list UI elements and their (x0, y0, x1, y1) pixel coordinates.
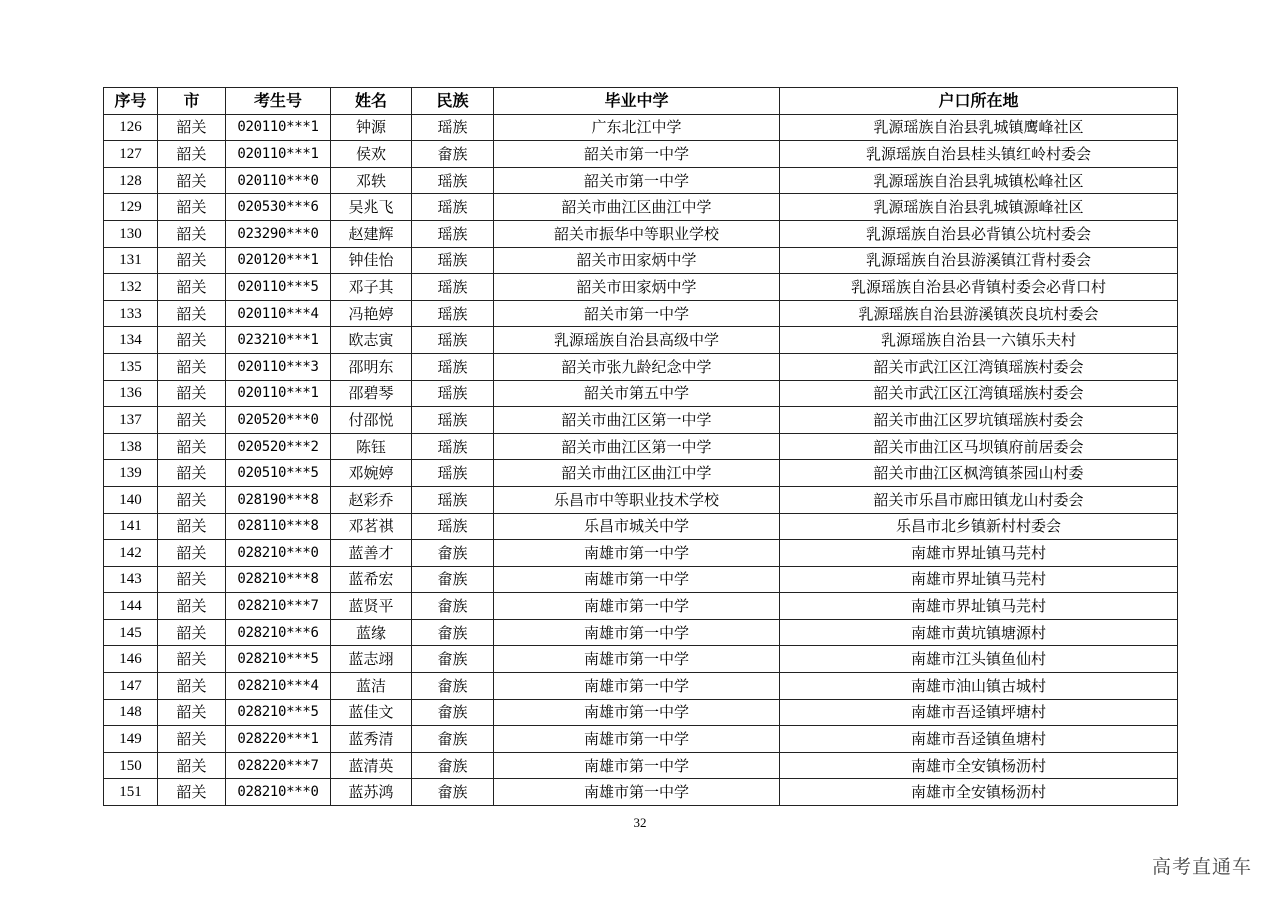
cell-school: 乐昌市中等职业技术学校 (494, 486, 780, 513)
table-row (104, 141, 1178, 168)
cell-seq: 144 (104, 593, 158, 620)
cell-seq: 145 (104, 619, 158, 646)
cell-exam-id: 028210***5 (226, 699, 331, 726)
cell-residence: 乳源瑶族自治县游溪镇茨良坑村委会 (780, 300, 1178, 327)
cell-seq: 128 (104, 167, 158, 194)
cell-seq: 146 (104, 646, 158, 673)
cell-name: 付邵悦 (331, 407, 412, 434)
table-row (104, 513, 1178, 540)
cell-school: 韶关市曲江区曲江中学 (494, 194, 780, 221)
table-body (104, 114, 1178, 805)
table-row (104, 566, 1178, 593)
cell-exam-id: 020110***1 (226, 141, 331, 168)
cell-school: 韶关市曲江区第一中学 (494, 407, 780, 434)
cell-city: 韶关 (158, 540, 226, 567)
table-row (104, 300, 1178, 327)
cell-exam-id: 020110***5 (226, 274, 331, 301)
cell-name: 邓子其 (331, 274, 412, 301)
cell-name: 蓝贤平 (331, 593, 412, 620)
cell-residence: 南雄市吾迳镇鱼塘村 (780, 726, 1178, 753)
cell-ethnicity: 畲族 (412, 646, 494, 673)
cell-city: 韶关 (158, 407, 226, 434)
cell-city: 韶关 (158, 220, 226, 247)
watermark-logo-text: 高考直通车 (1151, 856, 1252, 878)
cell-name: 钟佳怡 (331, 247, 412, 274)
cell-name: 蓝缘 (331, 619, 412, 646)
cell-school: 南雄市第一中学 (494, 566, 780, 593)
cell-name: 吴兆飞 (331, 194, 412, 221)
cell-name: 蓝佳文 (331, 699, 412, 726)
cell-name: 蓝清英 (331, 752, 412, 779)
cell-seq: 127 (104, 141, 158, 168)
cell-exam-id: 020110***4 (226, 300, 331, 327)
cell-city: 韶关 (158, 141, 226, 168)
cell-name: 赵建辉 (331, 220, 412, 247)
cell-residence: 韶关市武江区江湾镇瑶族村委会 (780, 353, 1178, 380)
table-header-row (104, 88, 1178, 115)
cell-seq: 130 (104, 220, 158, 247)
cell-seq: 139 (104, 460, 158, 487)
cell-residence: 南雄市江头镇鱼仙村 (780, 646, 1178, 673)
table-row (104, 167, 1178, 194)
cell-exam-id: 028210***6 (226, 619, 331, 646)
cell-seq: 132 (104, 274, 158, 301)
cell-ethnicity: 畲族 (412, 699, 494, 726)
cell-name: 蓝苏鸿 (331, 779, 412, 806)
table-row (104, 247, 1178, 274)
cell-exam-id: 028210***0 (226, 540, 331, 567)
cell-city: 韶关 (158, 380, 226, 407)
cell-seq: 151 (104, 779, 158, 806)
cell-residence: 乳源瑶族自治县必背镇村委会必背口村 (780, 274, 1178, 301)
cell-seq: 143 (104, 566, 158, 593)
cell-residence: 南雄市油山镇古城村 (780, 673, 1178, 700)
cell-exam-id: 020110***0 (226, 167, 331, 194)
cell-name: 邓婉婷 (331, 460, 412, 487)
header-seq: 序号 (104, 88, 158, 115)
cell-seq: 141 (104, 513, 158, 540)
cell-city: 韶关 (158, 433, 226, 460)
cell-residence: 南雄市全安镇杨沥村 (780, 752, 1178, 779)
cell-seq: 131 (104, 247, 158, 274)
cell-city: 韶关 (158, 486, 226, 513)
cell-city: 韶关 (158, 726, 226, 753)
cell-residence: 韶关市曲江区罗坑镇瑶族村委会 (780, 407, 1178, 434)
cell-seq: 138 (104, 433, 158, 460)
cell-residence: 南雄市界址镇马芫村 (780, 593, 1178, 620)
table-row (104, 353, 1178, 380)
cell-school: 南雄市第一中学 (494, 646, 780, 673)
table-row (104, 460, 1178, 487)
table-row (104, 726, 1178, 753)
cell-seq: 137 (104, 407, 158, 434)
table-row (104, 699, 1178, 726)
cell-ethnicity: 瑶族 (412, 380, 494, 407)
table-row (104, 220, 1178, 247)
table-row (104, 540, 1178, 567)
cell-ethnicity: 瑶族 (412, 460, 494, 487)
cell-ethnicity: 畲族 (412, 593, 494, 620)
cell-residence: 南雄市黄坑镇塘源村 (780, 619, 1178, 646)
cell-seq: 142 (104, 540, 158, 567)
header-school: 毕业中学 (494, 88, 780, 115)
table-row (104, 433, 1178, 460)
table-row (104, 486, 1178, 513)
cell-residence: 乳源瑶族自治县乳城镇松峰社区 (780, 167, 1178, 194)
cell-school: 南雄市第一中学 (494, 593, 780, 620)
cell-exam-id: 020510***5 (226, 460, 331, 487)
cell-seq: 147 (104, 673, 158, 700)
student-roster-table (103, 87, 1178, 806)
cell-name: 赵彩乔 (331, 486, 412, 513)
cell-city: 韶关 (158, 566, 226, 593)
cell-school: 韶关市第五中学 (494, 380, 780, 407)
cell-name: 蓝洁 (331, 673, 412, 700)
cell-city: 韶关 (158, 513, 226, 540)
cell-ethnicity: 瑶族 (412, 513, 494, 540)
cell-school: 南雄市第一中学 (494, 540, 780, 567)
cell-residence: 南雄市吾迳镇坪塘村 (780, 699, 1178, 726)
cell-exam-id: 023290***0 (226, 220, 331, 247)
cell-name: 蓝希宏 (331, 566, 412, 593)
table-row (104, 779, 1178, 806)
cell-city: 韶关 (158, 247, 226, 274)
cell-seq: 134 (104, 327, 158, 354)
cell-residence: 南雄市界址镇马芫村 (780, 566, 1178, 593)
cell-residence: 乳源瑶族自治县桂头镇红岭村委会 (780, 141, 1178, 168)
cell-city: 韶关 (158, 673, 226, 700)
cell-name: 侯欢 (331, 141, 412, 168)
cell-name: 邓轶 (331, 167, 412, 194)
cell-residence: 乳源瑶族自治县游溪镇江背村委会 (780, 247, 1178, 274)
cell-ethnicity: 瑶族 (412, 247, 494, 274)
cell-exam-id: 020110***1 (226, 380, 331, 407)
table-row (104, 646, 1178, 673)
cell-school: 韶关市曲江区曲江中学 (494, 460, 780, 487)
cell-ethnicity: 畲族 (412, 752, 494, 779)
cell-name: 蓝善才 (331, 540, 412, 567)
cell-city: 韶关 (158, 274, 226, 301)
cell-school: 韶关市第一中学 (494, 167, 780, 194)
cell-school: 韶关市第一中学 (494, 141, 780, 168)
cell-school: 南雄市第一中学 (494, 673, 780, 700)
cell-exam-id: 028220***7 (226, 752, 331, 779)
cell-exam-id: 028220***1 (226, 726, 331, 753)
cell-name: 蓝志翊 (331, 646, 412, 673)
cell-seq: 149 (104, 726, 158, 753)
table-row (104, 274, 1178, 301)
cell-city: 韶关 (158, 752, 226, 779)
cell-exam-id: 023210***1 (226, 327, 331, 354)
cell-name: 钟源 (331, 114, 412, 141)
cell-name: 欧志寅 (331, 327, 412, 354)
cell-ethnicity: 畲族 (412, 566, 494, 593)
cell-ethnicity: 畲族 (412, 540, 494, 567)
cell-residence: 乳源瑶族自治县一六镇乐夫村 (780, 327, 1178, 354)
cell-seq: 126 (104, 114, 158, 141)
cell-residence: 南雄市界址镇马芫村 (780, 540, 1178, 567)
cell-school: 韶关市田家炳中学 (494, 274, 780, 301)
cell-city: 韶关 (158, 167, 226, 194)
cell-school: 南雄市第一中学 (494, 752, 780, 779)
cell-exam-id: 020110***3 (226, 353, 331, 380)
cell-school: 南雄市第一中学 (494, 779, 780, 806)
header-name: 姓名 (331, 88, 412, 115)
cell-school: 韶关市振华中等职业学校 (494, 220, 780, 247)
cell-exam-id: 020530***6 (226, 194, 331, 221)
header-exam-id: 考生号 (226, 88, 331, 115)
header-residence: 户口所在地 (780, 88, 1178, 115)
cell-exam-id: 028190***8 (226, 486, 331, 513)
table-row (104, 593, 1178, 620)
cell-city: 韶关 (158, 194, 226, 221)
cell-residence: 韶关市曲江区枫湾镇茶园山村委 (780, 460, 1178, 487)
table-row (104, 114, 1178, 141)
cell-school: 广东北江中学 (494, 114, 780, 141)
cell-name: 蓝秀清 (331, 726, 412, 753)
cell-seq: 135 (104, 353, 158, 380)
table-row (104, 380, 1178, 407)
cell-ethnicity: 瑶族 (412, 407, 494, 434)
cell-residence: 韶关市曲江区马坝镇府前居委会 (780, 433, 1178, 460)
header-ethnicity: 民族 (412, 88, 494, 115)
cell-school: 乐昌市城关中学 (494, 513, 780, 540)
cell-exam-id: 028110***8 (226, 513, 331, 540)
cell-ethnicity: 畲族 (412, 726, 494, 753)
cell-ethnicity: 畲族 (412, 619, 494, 646)
cell-name: 邵碧琴 (331, 380, 412, 407)
cell-school: 南雄市第一中学 (494, 726, 780, 753)
table-row (104, 407, 1178, 434)
cell-school: 南雄市第一中学 (494, 699, 780, 726)
cell-ethnicity: 瑶族 (412, 114, 494, 141)
cell-city: 韶关 (158, 619, 226, 646)
cell-residence: 南雄市全安镇杨沥村 (780, 779, 1178, 806)
cell-exam-id: 028210***4 (226, 673, 331, 700)
cell-exam-id: 020520***2 (226, 433, 331, 460)
cell-city: 韶关 (158, 646, 226, 673)
cell-city: 韶关 (158, 300, 226, 327)
cell-city: 韶关 (158, 779, 226, 806)
cell-exam-id: 020520***0 (226, 407, 331, 434)
cell-ethnicity: 畲族 (412, 779, 494, 806)
cell-exam-id: 028210***8 (226, 566, 331, 593)
cell-exam-id: 028210***7 (226, 593, 331, 620)
cell-ethnicity: 瑶族 (412, 327, 494, 354)
cell-exam-id: 020120***1 (226, 247, 331, 274)
cell-school: 韶关市第一中学 (494, 300, 780, 327)
cell-ethnicity: 瑶族 (412, 300, 494, 327)
cell-city: 韶关 (158, 460, 226, 487)
cell-school: 南雄市第一中学 (494, 619, 780, 646)
cell-seq: 150 (104, 752, 158, 779)
cell-residence: 韶关市武江区江湾镇瑶族村委会 (780, 380, 1178, 407)
page-number: 32 (633, 815, 647, 830)
cell-seq: 140 (104, 486, 158, 513)
cell-exam-id: 028210***0 (226, 779, 331, 806)
cell-ethnicity: 瑶族 (412, 167, 494, 194)
cell-school: 韶关市曲江区第一中学 (494, 433, 780, 460)
table-row (104, 619, 1178, 646)
cell-exam-id: 020110***1 (226, 114, 331, 141)
cell-residence: 韶关市乐昌市廊田镇龙山村委会 (780, 486, 1178, 513)
table-row (104, 194, 1178, 221)
header-city: 市 (158, 88, 226, 115)
cell-school: 韶关市田家炳中学 (494, 247, 780, 274)
cell-ethnicity: 瑶族 (412, 486, 494, 513)
cell-seq: 129 (104, 194, 158, 221)
cell-name: 冯艳婷 (331, 300, 412, 327)
cell-ethnicity: 瑶族 (412, 274, 494, 301)
cell-city: 韶关 (158, 353, 226, 380)
cell-seq: 148 (104, 699, 158, 726)
cell-ethnicity: 瑶族 (412, 220, 494, 247)
cell-residence: 乳源瑶族自治县乳城镇源峰社区 (780, 194, 1178, 221)
cell-name: 邓茗祺 (331, 513, 412, 540)
cell-ethnicity: 畲族 (412, 673, 494, 700)
cell-residence: 乳源瑶族自治县乳城镇鹰峰社区 (780, 114, 1178, 141)
cell-ethnicity: 瑶族 (412, 433, 494, 460)
cell-city: 韶关 (158, 699, 226, 726)
cell-city: 韶关 (158, 114, 226, 141)
table-row (104, 673, 1178, 700)
cell-school: 乳源瑶族自治县高级中学 (494, 327, 780, 354)
cell-seq: 133 (104, 300, 158, 327)
cell-school: 韶关市张九龄纪念中学 (494, 353, 780, 380)
cell-ethnicity: 瑶族 (412, 353, 494, 380)
cell-seq: 136 (104, 380, 158, 407)
cell-name: 陈钰 (331, 433, 412, 460)
cell-name: 邵明东 (331, 353, 412, 380)
cell-residence: 乐昌市北乡镇新村村委会 (780, 513, 1178, 540)
cell-city: 韶关 (158, 593, 226, 620)
cell-city: 韶关 (158, 327, 226, 354)
cell-ethnicity: 畲族 (412, 141, 494, 168)
cell-ethnicity: 瑶族 (412, 194, 494, 221)
table-row (104, 752, 1178, 779)
table-row (104, 327, 1178, 354)
cell-exam-id: 028210***5 (226, 646, 331, 673)
cell-residence: 乳源瑶族自治县必背镇公坑村委会 (780, 220, 1178, 247)
